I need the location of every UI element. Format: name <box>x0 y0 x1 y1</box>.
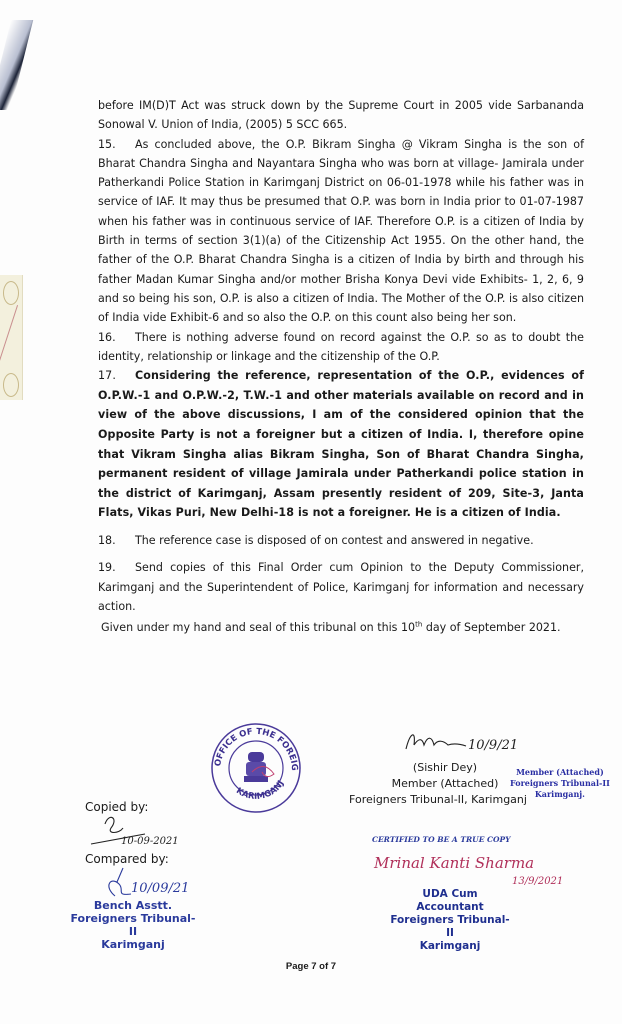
stamp-line: Bench Asstt. <box>93 899 173 912</box>
seal-top-text: OFFICE OF THE FOREIGNERS TRIBUNAL-II <box>204 715 300 772</box>
intro-paragraph: before IM(D)T Act was struck down by the Supreme Court in 2005 vide Sarbananda Sonowal V. Union of India, (2005) 5 SCC 665. <box>98 99 584 132</box>
copied-by-label: Copied by: <box>85 800 149 814</box>
signature-block <box>349 760 535 808</box>
stamp-oval-bottom <box>3 373 19 397</box>
ordinal-suffix: th <box>415 620 423 629</box>
paragraph-text: As concluded above, the O.P. Bikram Singha @ Vikram Singha is the son of Bharat Chandra Singha and Nayantara Singha who was born at village- Jamirala under Patherkandi Police Station in Karimganj District on 06-01-1978 while his father was in service of IAF. It may thus be presumed that O.P. was born in India prior to 01-07-1987 when his father was in continuous service of IAF. Therefore O.P. is a citizen of India by Birth in terms of section 3(1)(a) of the Citizenship Act 1955. On the other hand, the father of the O.P. Bharat Chandra Singha is a citizen of India by birth and through his father Madan Kumar Singha and/or mother Brisha Konya Devi vide Exhibits- 1, 2, 6, 9 and so being his son, O.P. is also a citizen of India. The Mother of the O.P. is also citizen of India vide Exhibit-6 and so also the O.P. on this count also being her son. <box>98 137 584 325</box>
scan-edge-shadow <box>0 20 33 110</box>
paragraph-text: Considering the reference, representation of the O.P., evidences of O.P.W.-1 and O.P.W.-2, T.W.-1 and other materials available on record and in view of the above discussions, I am of the considered opinion that the Opposite Party is not a foreigner but a citizen of India. I, therefore opine that Vikram Singha alias Bikram Singha, Son of Bharat Chandra Singha, permanent resident of village Jamirala under Patherkandi police station in the district of Karimganj, Assam presently resident of 209, Site-3, Janta Flats, Vikas Puri, New Delhi-18 is not a foreigner. He is a citizen of India. <box>98 369 584 520</box>
stamp-line: Foreigners Tribunal-II <box>390 914 510 939</box>
certified-date: 13/9/2021 <box>512 876 564 887</box>
certified-true-copy-stamp: CERTIFIED TO BE A TRUE COPY <box>372 835 511 844</box>
paragraph-number: 17. <box>98 369 116 383</box>
stamp-line: Foreigners Tribunal-II <box>70 912 196 938</box>
paragraph-19 <box>98 558 584 616</box>
stamp-line: Karimganj <box>101 938 165 951</box>
stamp-line: Karimganj <box>419 940 481 952</box>
paragraph-number: 19. <box>98 561 116 575</box>
paragraph-number: 16. <box>98 330 116 344</box>
compared-by-section <box>85 852 215 903</box>
compared-date: 10/09/21 <box>131 881 190 896</box>
certifier-name: Mrinal Kanti Sharma <box>374 854 535 872</box>
paragraph-text: The reference case is disposed of on contest and answered in negative. <box>135 533 534 547</box>
stamp-line: Member (Attached) <box>516 767 604 777</box>
paragraph-17 <box>98 366 584 523</box>
signatory-role: Member (Attached) <box>391 777 499 790</box>
member-attached-stamp <box>510 767 610 800</box>
emblem-icon <box>244 752 274 782</box>
stamp-oval-top <box>3 281 19 305</box>
signature-date: 10/9/21 <box>468 738 519 753</box>
paragraph-number: 15. <box>98 137 116 151</box>
compared-by-label: Compared by: <box>85 852 169 866</box>
given-text: Given under my hand and seal of this tribunal on this 10 <box>101 621 416 635</box>
document-body <box>98 96 584 637</box>
copied-date: 10-09-2021 <box>121 836 179 847</box>
tribunal-seal <box>204 715 304 814</box>
given-text-end: day of September 2021. <box>422 621 561 635</box>
certifier-signature <box>372 848 592 888</box>
bench-assistant-stamp <box>68 899 198 951</box>
seal-bottom-text: KARIMGANJ <box>234 778 287 803</box>
comparer-signature <box>85 866 215 900</box>
paragraph-18 <box>98 531 584 550</box>
paragraph-15 <box>98 135 584 328</box>
uda-accountant-stamp <box>390 888 510 953</box>
stamp-cancel-line <box>0 305 28 375</box>
paragraph-text: There is nothing adverse found on record against the O.P. so as to doubt the identity, relationship or linkage and the citizenship of the O.P. <box>98 330 584 363</box>
member-signature <box>400 727 540 759</box>
copier-signature <box>85 814 195 848</box>
page-number: Page 7 of 7 <box>285 961 337 972</box>
stamp-line: UDA Cum Accountant <box>416 888 484 913</box>
given-under-hand-line <box>98 618 584 637</box>
revenue-stamp <box>0 275 23 400</box>
signatory-name: (Sishir Dey) <box>412 761 478 774</box>
paragraph-text: Send copies of this Final Order cum Opinion to the Deputy Commissioner, Karimganj and the Superintendent of Police, Karimganj for information and necessary action. <box>98 561 584 613</box>
paragraph-16 <box>98 328 584 367</box>
paragraph-number: 18. <box>98 533 116 547</box>
signatory-office: Foreigners Tribunal-II, Karimganj <box>349 793 527 806</box>
stamp-line: Karimganj. <box>534 789 585 799</box>
stamp-line: Foreigners Tribunal-II <box>510 778 610 788</box>
copied-by-section <box>85 800 195 851</box>
